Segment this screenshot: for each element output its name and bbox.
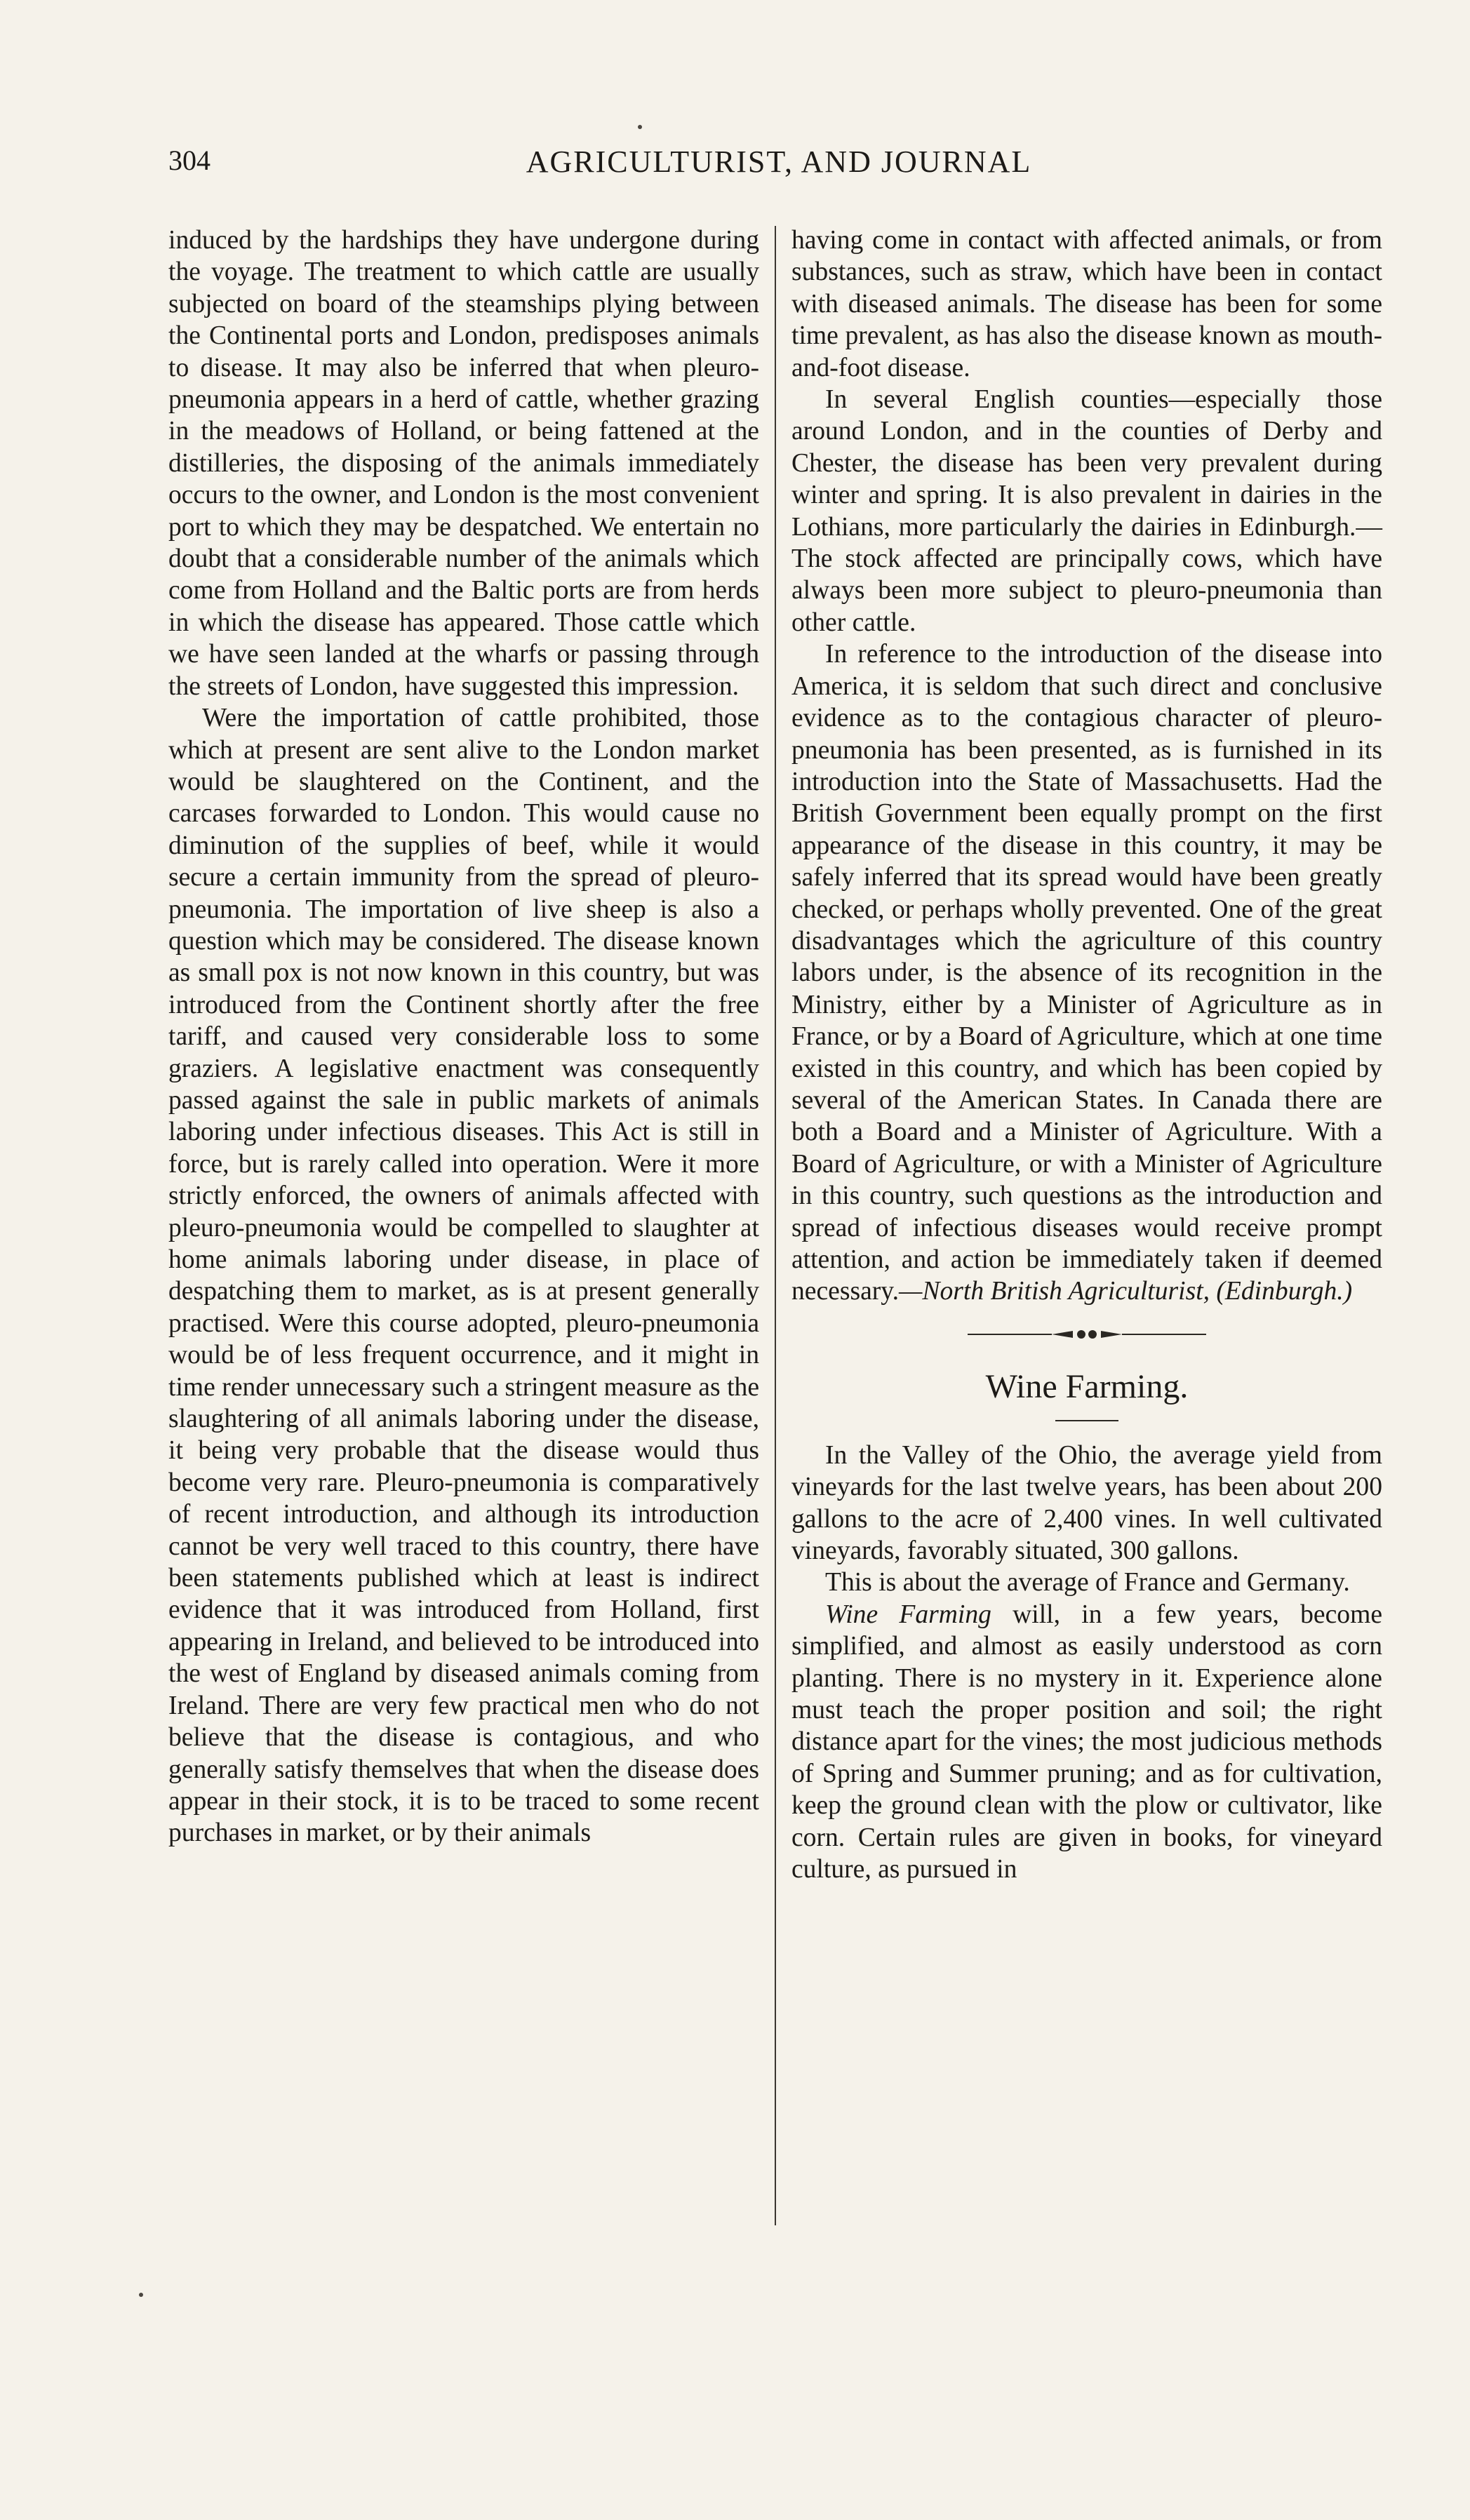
paragraph-text: In reference to the introduction of the disease into America, it is seldom that such direct and conclusive evidence as to the contagious character of pleuro-pneumonia has been presented, as is furnished in its introduction into the State of Massachusetts. Had the British Government been equally prompt on the first appearance of the disease in this country, it may be safely inferred that its spread would have been greatly checked, or perhaps wholly prevented. One of the great disadvantages which the agriculture of this country labors under, is the absence of its recognition in the Ministry, either by a Minister of Agriculture as in France, or by a Board of Agriculture, which at one time existed in this country, and which has been copied by several of the American States. In Canada there are both a Board and a Minister of Agriculture. With a Board of Agriculture, or with a Minister of Agriculture in this country, such questions as the introduction and spread of infectious diseases would receive prompt attention, and action be immediately taken if deemed necessary.: [791, 640, 1382, 1306]
running-head: [168, 144, 1389, 186]
page-number: 304: [168, 145, 211, 176]
section-title: Wine Farming.: [985, 1367, 1189, 1405]
paragraph-lead: Wine Farming: [825, 1600, 991, 1629]
left-paragraph-2: Were the importation of cattle prohibited, those which at present are sent alive to the London market would be slaughtered on the Continent, and the carcases forwarded to London. This would cause no diminution of the supplies of beef, while it would secure a certain immunity from the spread of pleuro-pneumonia. The importation of live sheep is also a question which may be considered. The disease known as small pox is not now known in this country, but was introduced from the Continent shortly after the free tariff, and caused very considerable loss to some graziers. A legislative enactment was consequently passed against the sale in public markets of animals laboring under infectious diseases. This Act is still in force, but is rarely called into operation. Were it more strictly enforced, the owners of animals affected with pleuro-pneumonia would be compelled to slaughter at home animals laboring under disease, in place of despatching them to market, as is at present generally practised. Were this course adopted, pleuro-pneumonia would be of less frequent occurrence, and it might in time render unnecessary such a stringent measure as the slaughtering of all animals laboring under the disease, it being very probable that the disease would thus become very rare. Pleuro-pneumonia is comparatively of recent introduction, and although its introduction cannot be very well traced to this country, there have been statements published which at least is indirect evidence that it was introduced from Holland, first appearing in Ireland, and believed to be introduced into the west of England by diseased animals coming from Ireland. There are very few practical men who do not believe that the disease is contagious, and who generally satisfy themselves that when the disease does appear in their stock, it is to be traced to some recent purchases in market, or by their animals: [168, 704, 759, 1848]
print-speck: [139, 2293, 143, 2297]
print-speck: [638, 125, 642, 129]
heading-divider: [1055, 1420, 1118, 1421]
column-divider: [775, 226, 776, 2225]
right-column: [791, 224, 1382, 1886]
running-title: AGRICULTURIST, AND JOURNAL: [526, 145, 1032, 179]
right-paragraph-2: In several English counties—especially those around London, and in the counties of Derby and Chester, the disease has been very prevalent during winter and spring. It is also prevalent in dairies in the Lothians, more particularly the dairies in Edinburgh.—The stock affected are principally cows, which have always been more subject to pleuro-pneumonia than other cattle.: [791, 385, 1382, 637]
right-paragraph-3: [791, 638, 1382, 1308]
left-paragraph-1: induced by the hardships they have undergone during the voyage. The treatment to which cattle are usually subjected on board of the steamships plying between the Continental ports and London, predisposes animals to disease. It may also be inferred that when pleuro-pneumonia appears in a herd of cattle, whether grazing in the meadows of Holland, or being fattened at the distilleries, the disposing of the animals immediately occurs to the owner, and London is the most convenient port to which they may be despatched. We entertain no doubt that a considerable number of the animals which come from Holland and the Baltic ports are from herds in which the disease has appeared. Those cattle which we have seen landed at the wharfs or passing through the streets of London, have suggested this impression.: [168, 226, 759, 701]
right-paragraph-5: This is about the average of France and Germany.: [825, 1568, 1350, 1597]
right-paragraph-6: [791, 1599, 1382, 1886]
right-paragraph-4: In the Valley of the Ohio, the average yield from vineyards for the last twelve years, has been about 200 gallons to the acre of 2,400 vines. In well cultivated vineyards, favorably situated, 300 gallons.: [791, 1440, 1382, 1566]
source-citation: —North British Agriculturist, (Edinburgh.): [899, 1277, 1353, 1306]
paragraph-text: will, in a few years, become simplified, and almost as easily understood as corn planting. There is no mystery in it. Experience alone must teach the proper position and soil; the right distance apart for the vines; the most judicious methods of Spring and Summer pruning; and as for cultivation, keep the ground clean with the plow or cultivator, like corn. Certain rules are given in books, for vineyard culture, as pursued in: [791, 1600, 1382, 1884]
section-ornament-icon: [968, 1327, 1206, 1341]
right-paragraph-1: having come in contact with affected animals, or from substances, such as straw, which have been in contact with diseased animals. The disease has been for some time prevalent, as has also the disease known as mouth-and-foot disease.: [791, 226, 1382, 382]
left-column: [168, 224, 759, 1849]
